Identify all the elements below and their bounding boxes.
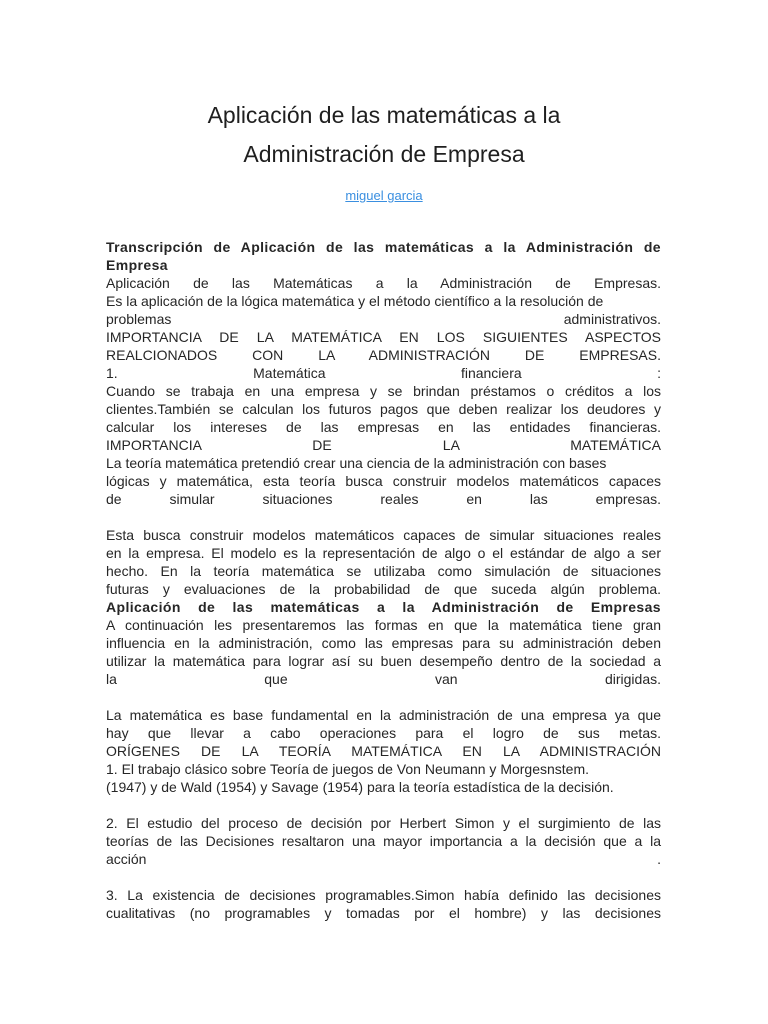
paragraph-gap <box>106 796 661 814</box>
body-line: en la empresa. El modelo es la representación de algo o el estándar de algo a ser <box>106 545 661 561</box>
body-line: Cuando se trabaja en una empresa y se brindan préstamos o créditos a los <box>106 383 661 399</box>
body-line: La teoría matemática pretendió crear una ciencia de la administración con bases <box>106 455 607 471</box>
body-line: A continuación les presentaremos las formas en que la matemática tiene gran <box>106 617 661 633</box>
body-line: (1947) y de Wald (1954) y Savage (1954) para la teoría estadística de la decisión. <box>106 779 614 795</box>
body-line: la que van dirigidas. <box>106 671 661 687</box>
body-line: calcular los intereses de las empresas en las entidades financieras. <box>106 419 661 435</box>
paragraph-gap <box>106 868 661 886</box>
body-line: acción . <box>106 851 661 867</box>
body-line: La matemática es base fundamental en la administración de una empresa ya que <box>106 707 661 723</box>
body-line: Esta busca construir modelos matemáticos capaces de simular situaciones reales <box>106 527 661 543</box>
body-line: hecho. En la teoría matemática se utilizaba como simulación de situaciones <box>106 563 661 579</box>
section-heading: Aplicación de las matemáticas a la Administración de Empresas <box>106 599 661 615</box>
body-line: lógicas y matemática, esta teoría busca construir modelos matemáticos capaces <box>106 473 661 489</box>
author-row <box>0 187 768 205</box>
body-line: influencia en la administración, como las empresas para su administración deben <box>106 635 661 651</box>
body-line: REALCIONADOS CON LA ADMINISTRACIÓN DE EMPRESAS. <box>106 347 661 363</box>
body-line: clientes.También se calculan los futuros pagos que deben realizar los deudores y <box>106 401 661 417</box>
transcript-heading-line-1: Transcripción de Aplicación de las matemáticas a la Administración de <box>106 239 661 255</box>
body-line: hay que llevar a cabo operaciones para el logro de sus metas. <box>106 725 661 741</box>
paragraph-gap <box>106 508 661 526</box>
transcript-heading-line-2: Empresa <box>106 257 168 273</box>
body-line: cualitativas (no programables y tomadas por el hombre) y las decisiones <box>106 905 661 921</box>
body-line: 3. La existencia de decisiones programables.Simon había definido las decisiones <box>106 887 661 903</box>
body-line: Es la aplicación de la lógica matemática y el método científico a la resolución de <box>106 293 604 309</box>
body-line: 2. El estudio del proceso de decisión por Herbert Simon y el surgimiento de las <box>106 815 661 831</box>
body-line: de simular situaciones reales en las empresas. <box>106 491 661 507</box>
body-line: Aplicación de las Matemáticas a la Administración de Empresas. <box>106 275 661 291</box>
body-line: problemas administrativos. <box>106 311 661 327</box>
body-line: IMPORTANCIA DE LA MATEMÁTICA <box>106 437 661 453</box>
title-line-2: Administración de Empresa <box>243 141 525 167</box>
document-body <box>106 238 661 922</box>
document-title <box>0 96 768 174</box>
body-line: futuras y evaluaciones de la probabilidad de que suceda algún problema. <box>106 581 661 597</box>
author-link[interactable]: miguel garcia <box>345 188 423 203</box>
body-line: IMPORTANCIA DE LA MATEMÁTICA EN LOS SIGUIENTES ASPECTOS <box>106 329 661 345</box>
body-line: utilizar la matemática para lograr así su buen desempeño dentro de la sociedad a <box>106 653 661 669</box>
paragraph-gap <box>106 688 661 706</box>
body-line: teorías de las Decisiones resaltaron una mayor importancia a la decisión que a la <box>106 833 661 849</box>
body-line: ORÍGENES DE LA TEORÍA MATEMÁTICA EN LA ADMINISTRACIÓN <box>106 743 661 759</box>
title-line-1: Aplicación de las matemáticas a la <box>207 102 561 128</box>
body-line: 1. Matemática financiera : <box>106 365 661 381</box>
body-line: 1. El trabajo clásico sobre Teoría de juegos de Von Neumann y Morgesnstem. <box>106 761 590 777</box>
